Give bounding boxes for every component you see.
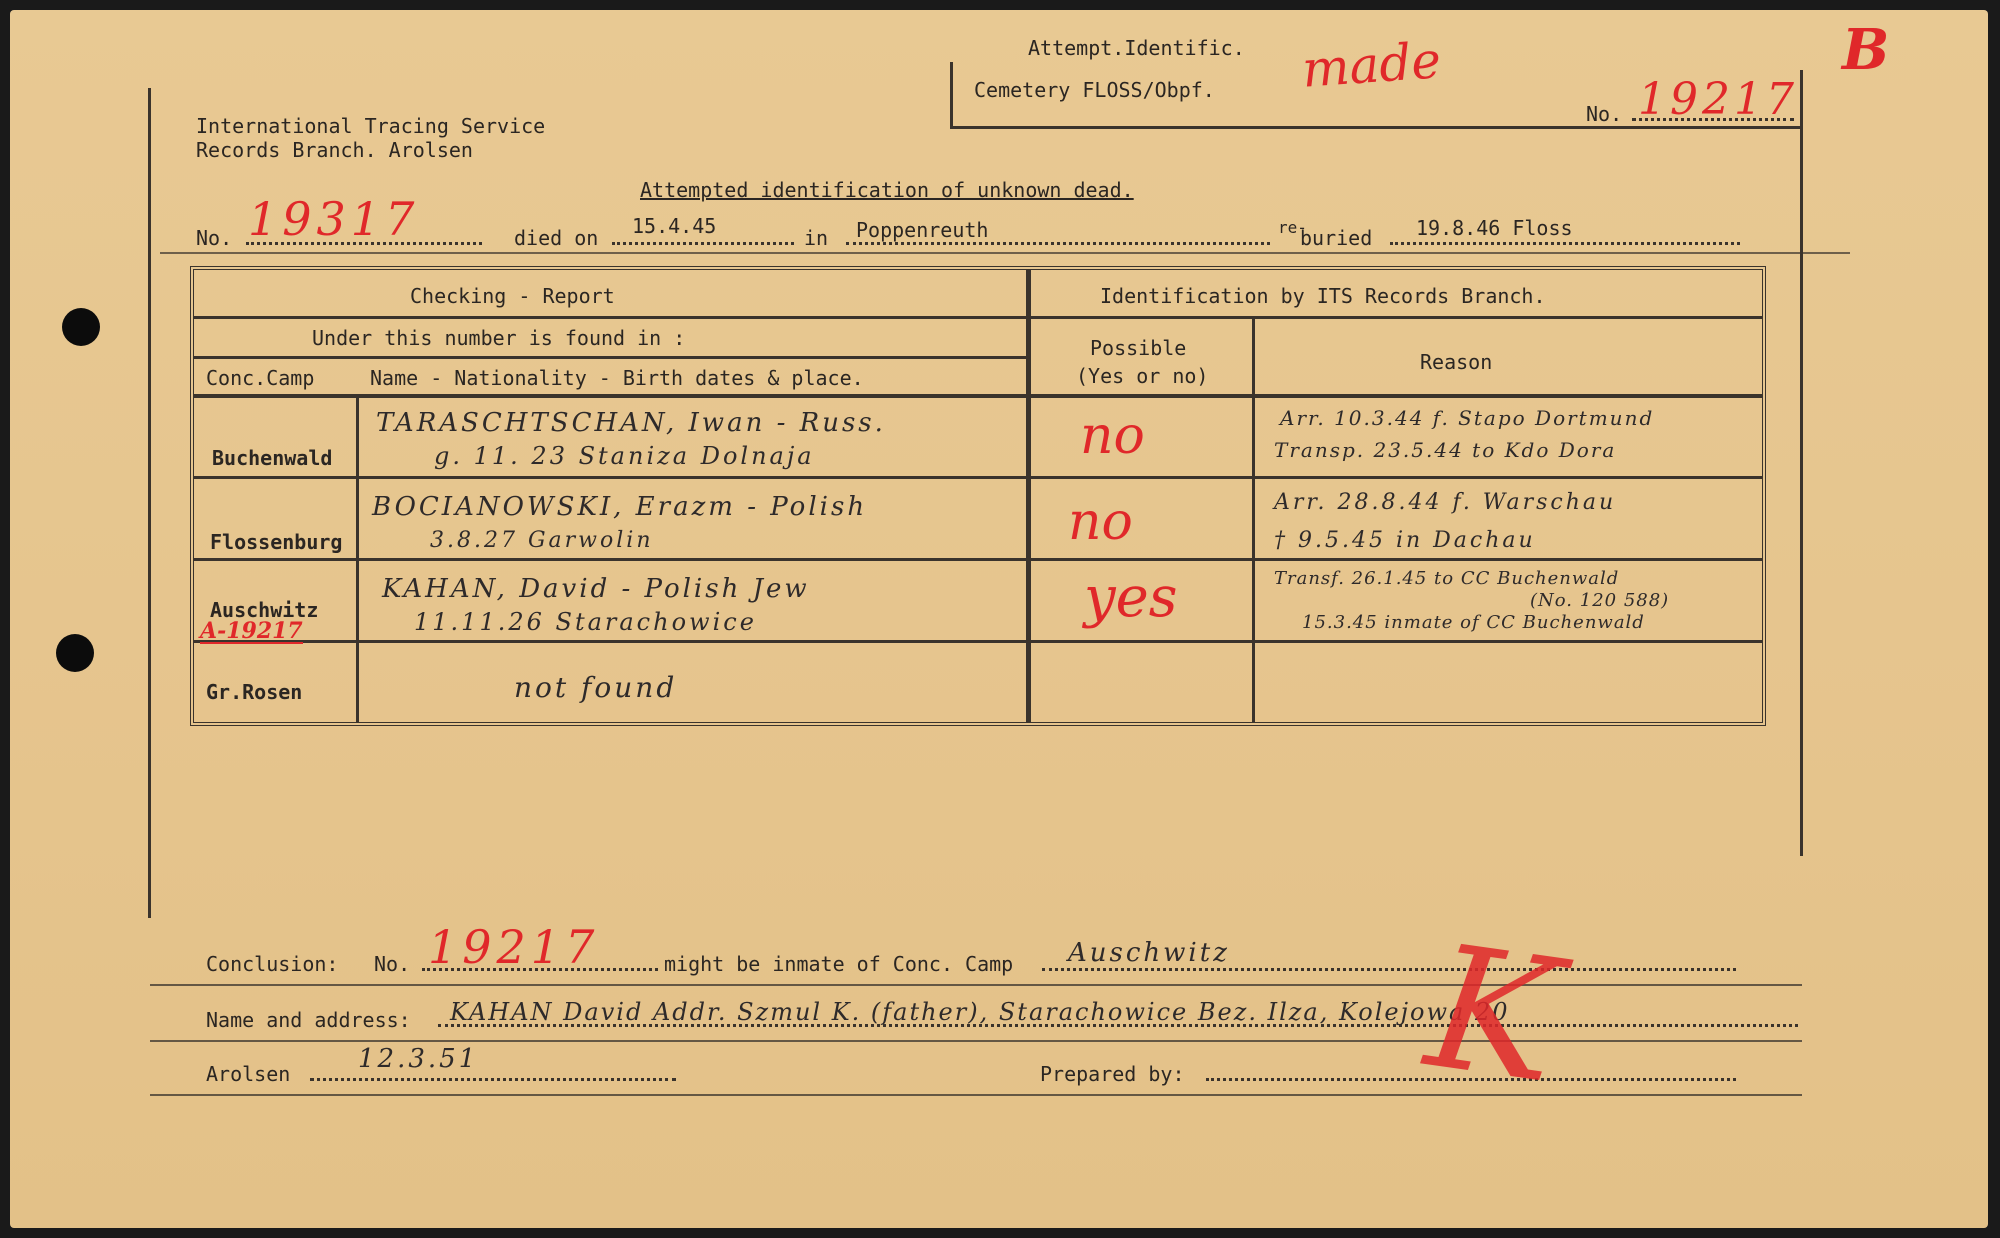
prepared-by-label: Prepared by: <box>1040 1062 1185 1086</box>
name-address-divider <box>150 1040 1802 1042</box>
org-line-2: Records Branch. Arolsen <box>196 138 473 162</box>
col-name-header: Name - Nationality - Birth dates & place. <box>370 366 864 390</box>
table-hline-2 <box>194 356 1026 359</box>
reburied-value: 19.8.46 Floss <box>1416 216 1573 240</box>
table-vline-possible <box>1252 316 1255 722</box>
died-on-label: died on <box>514 226 599 250</box>
row4-name: not found <box>514 671 678 704</box>
row2-birth: 3.8.27 Garwolin <box>430 528 654 553</box>
cemetery-label: Cemetery FLOSS/Obpf. <box>974 78 1215 102</box>
in-dots <box>846 242 1270 245</box>
header-box-bottom <box>950 126 1802 129</box>
conclusion-no-label: No. <box>374 952 411 976</box>
document-card <box>10 10 1988 1228</box>
row1-birth: g. 11. 23 Staniza Dolnaja <box>434 442 815 470</box>
table-hline-4 <box>194 476 1762 479</box>
checking-table <box>190 266 1766 726</box>
col-possible-header-1: Possible <box>1090 336 1187 360</box>
made-stamp: made <box>1300 31 1443 99</box>
row3-camp-number: A-19217 <box>200 618 303 644</box>
in-label: in <box>804 226 829 250</box>
table-hline-3 <box>194 394 1762 398</box>
conclusion-label: Conclusion: <box>206 952 339 976</box>
row2-name: BOCIANOWSKI, Erazm - Polish <box>372 492 868 522</box>
org-line-1: International Tracing Service <box>196 114 546 138</box>
col-possible-header-2: (Yes or no) <box>1076 364 1209 388</box>
header-no-label: No. <box>1586 102 1623 126</box>
record-divider <box>160 252 1850 254</box>
row3-reason-1: Transf. 26.1.45 to CC Buchenwald <box>1274 568 1620 589</box>
row1-camp: Buchenwald <box>212 446 333 470</box>
attempt-identific-label: Attempt.Identific. <box>1028 36 1245 60</box>
row2-possible: no <box>1068 492 1133 552</box>
corner-mark: B <box>1842 17 1890 83</box>
conclusion-might-text: might be inmate of Conc. Camp <box>664 952 1014 976</box>
punch-hole-top <box>62 308 100 346</box>
footer-date-dots <box>310 1078 676 1081</box>
footer-place-label: Arolsen <box>206 1062 291 1086</box>
name-address-label: Name and address: <box>206 1008 411 1032</box>
row3-possible: yes <box>1084 565 1178 630</box>
name-address-value: KAHAN David Addr. Szmul K. (father), Starachowice Bez. Ilza, Kolejowa 20 <box>450 998 1510 1026</box>
table-vline-middle <box>1026 270 1031 722</box>
red-signature: K <box>1416 908 1571 1122</box>
footer-divider <box>150 1094 1802 1096</box>
row1-reason-2: Transp. 23.5.44 to Kdo Dora <box>1274 438 1617 462</box>
conclusion-camp-value: Auschwitz <box>1068 938 1230 968</box>
row1-possible: no <box>1080 406 1145 466</box>
row2-camp: Flossenburg <box>210 530 343 554</box>
row2-reason-1: Arr. 28.8.44 f. Warschau <box>1274 490 1617 515</box>
table-hline-6 <box>194 640 1762 643</box>
reburied-dots <box>1390 242 1740 245</box>
row3-name: KAHAN, David - Polish Jew <box>382 574 810 604</box>
conclusion-no-value: 19217 <box>428 920 600 974</box>
left-margin-line <box>148 88 151 918</box>
row2-reason-2: † 9.5.45 in Dachau <box>1274 528 1536 553</box>
row3-reason-2: (No. 120 588) <box>1530 590 1670 611</box>
punch-hole-bottom <box>56 634 94 672</box>
header-no-value: 19217 <box>1638 74 1798 125</box>
in-value: Poppenreuth <box>856 218 989 242</box>
found-in-header: Under this number is found in : <box>312 326 686 350</box>
row3-reason-3: 15.3.45 inmate of CC Buchenwald <box>1302 612 1645 633</box>
record-no-value: 19317 <box>248 192 420 246</box>
ident-header: Identification by ITS Records Branch. <box>1100 284 1546 308</box>
row3-camp: Auschwitz <box>210 598 319 622</box>
died-on-value: 15.4.45 <box>632 214 717 238</box>
table-hline-5 <box>194 558 1762 561</box>
record-no-label: No. <box>196 226 233 250</box>
died-on-dots <box>612 242 794 245</box>
row1-name: TARASCHTSCHAN, Iwan - Russ. <box>376 408 886 438</box>
row1-reason-1: Arr. 10.3.44 f. Stapo Dortmund <box>1280 406 1655 430</box>
reburied-label: buried <box>1300 226 1373 250</box>
table-hline-1 <box>194 316 1762 319</box>
footer-date-value: 12.3.51 <box>358 1044 479 1074</box>
row4-camp: Gr.Rosen <box>206 680 303 704</box>
conclusion-camp-dots <box>1042 968 1736 971</box>
document-title: Attempted identification of unknown dead. <box>640 178 1134 202</box>
col-reason-header: Reason <box>1420 350 1493 374</box>
row3-birth: 11.11.26 Starachowice <box>414 608 757 636</box>
reburied-prefix: re- <box>1278 218 1307 237</box>
header-box-left <box>950 62 953 128</box>
checking-header: Checking - Report <box>410 284 615 308</box>
col-camp-header: Conc.Camp <box>206 366 315 390</box>
right-margin-line <box>1800 70 1803 856</box>
